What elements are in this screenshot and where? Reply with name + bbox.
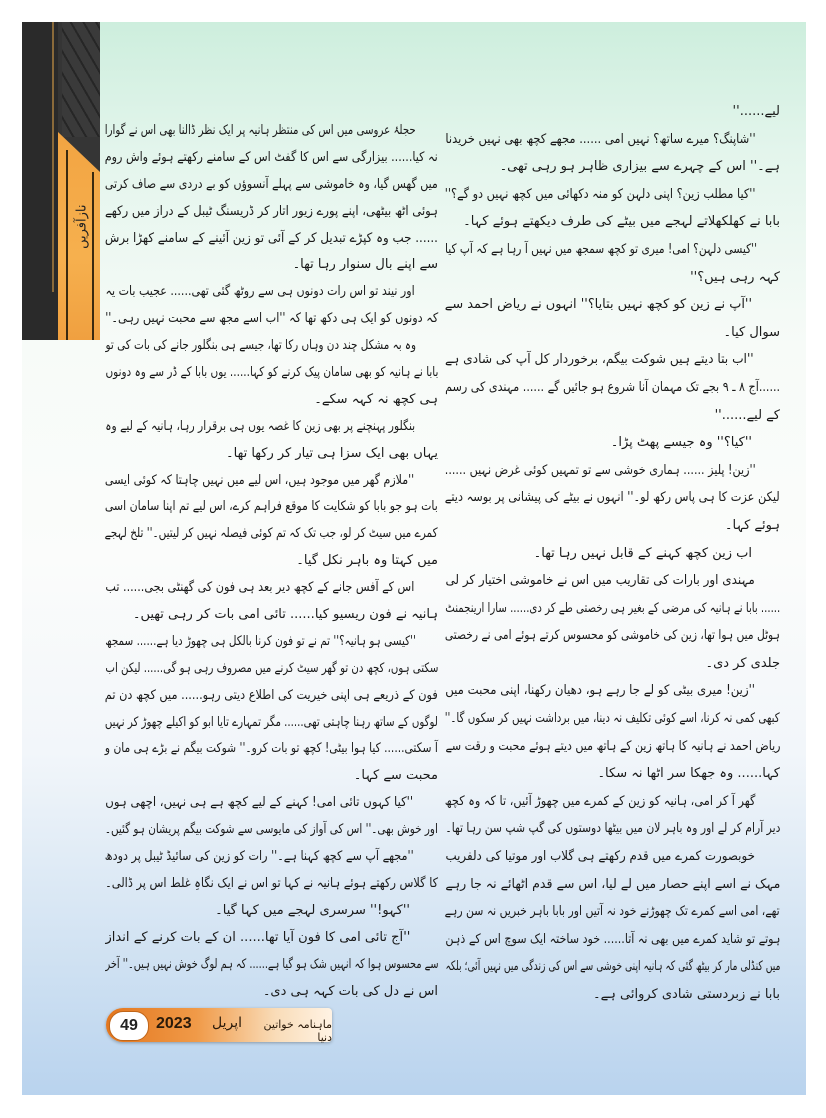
text-line (445, 374, 780, 402)
magazine-name: ماہنامہ خواتین دنیا (263, 1018, 332, 1044)
text-line-content: بابا نے کھلکھلاتے لہجے میں بیٹے کی طرف دیکھتے ہوئے کہا۔ (463, 214, 780, 230)
text-line (445, 540, 780, 568)
text-line-content: تھے، امی اسے کمرے تک چھوڑنے خود نہ آتیں اور بابا باہر خبریں نہ سن رہے (445, 904, 780, 920)
page-number: 49 (109, 1011, 149, 1041)
text-line-content: اور خوش بھی۔'' اس کی آواز کی مایوسی سے شوکت بیگم پریشان ہو گئیں۔ (105, 822, 438, 838)
text-line-content: بابا نے ہانیہ کو بھی سامان پیک کرنے کو کہا...... یوں بابا کے ڈر سے وہ دونوں (105, 365, 438, 381)
text-line (445, 843, 780, 871)
text-line (105, 952, 438, 979)
text-line-content: لوگوں کے ساتھ رہنا چاہتی تھی...... مگر تمہارے تایا ابو کو اکیلے چھوڑ کر نہیں (105, 714, 438, 730)
text-line-content: کے لیے......'' (714, 407, 780, 423)
text-line (105, 790, 438, 817)
text-line-content: سے اپنے بال سنوار رہا تھا۔ (292, 257, 438, 273)
text-line (105, 898, 438, 925)
text-line (445, 402, 780, 430)
text-line (105, 360, 438, 387)
text-line-content: کہہ رہی ہیں؟'' (690, 269, 780, 285)
text-line (445, 595, 780, 623)
text-line-content: ''زین! میری بیٹی کو لے جا رہے ہو، دھیان رکھنا، اپنی محبت میں (445, 683, 755, 699)
text-line (105, 979, 438, 1006)
text-line-content: ''شاپنگ؟ میرے ساتھ؟ نہیں امی ...... مجھے کچھ بھی نہیں خریدنا (445, 131, 756, 147)
text-line (105, 226, 438, 253)
text-column-left (105, 118, 438, 1005)
text-line (105, 817, 438, 844)
text-line-content: بابا نے زبردستی شادی کروائی ہے۔ (593, 987, 780, 1002)
text-line (445, 871, 780, 899)
text-line-content: مہندی اور بارات کی تقاریب میں اس نے خاموشی اختیار کر لی (445, 573, 755, 589)
text-line (105, 844, 438, 871)
text-line-content: دیر آرام کر لے اور وہ باہر لان میں بیٹھا دوستوں کی گپ شپ سن رہا تھا۔ (445, 821, 780, 837)
text-line (105, 279, 438, 306)
text-line-content: ''کیسی ہو ہانیہ؟'' تم نے تو فون کرنا بالکل ہی چھوڑ دیا ہے...... سمجھ (105, 633, 416, 649)
text-line-content: محبت سے کہا۔ (353, 768, 438, 784)
text-line-content: ''کیا؟'' وہ جیسے پھٹ پڑا۔ (610, 435, 752, 451)
text-line-content: سوال کیا۔ (723, 324, 780, 340)
text-line (445, 208, 780, 236)
text-line (105, 763, 438, 790)
text-line-content: مہک نے اسے اپنے حصار میں لے لیا، اس سے قدم اٹھائے نہ جا رہے (445, 876, 780, 892)
text-line-content: ''مجھے آپ سے کچھ کہنا ہے۔'' رات کو زین کی سائیڈ ٹیبل پر دودھ (105, 849, 414, 865)
text-line-content: کا گلاس رکھتے ہوئے ہانیہ نے کہا تو اس نے ایک نگاہِ غلط اس پر ڈالی۔ (105, 875, 438, 891)
text-line (445, 953, 780, 981)
text-line-content: ''کیا مطلب زین؟ اپنی دلہن کو منہ دکھائی میں کچھ نہیں دو گے؟'' (445, 186, 756, 202)
text-line-content: آ سکتی...... کیا ہوا بیٹی! کچھ تو بات کرو۔'' شوکت بیگم نے بڑے ہی مان و (105, 741, 438, 757)
text-line (105, 441, 438, 468)
text-line (105, 575, 438, 602)
text-line-content: لیکن عزت کا ہی پاس رکھ لو۔'' انہوں نے بیٹے کی پیشانی پر بوسہ دیتے (445, 490, 780, 506)
text-line-content: میں کنڈلی مار کر بیٹھ گئی کہ ہانیہ اپنی خوشی سے اس کی زندگی میں نہیں آئی؛ بلکہ (445, 959, 780, 975)
text-line-content: فون کے ذریعے ہی اپنی خیریت کی اطلاع دیتی رہو...... میں کچھ دن تم (105, 687, 438, 703)
text-line-content: ''ملازم گھر میں موجود ہیں، اس لیے میں نہیں چاہتا کہ کوئی ایسی (105, 472, 415, 488)
text-line (445, 512, 780, 540)
text-line (105, 306, 438, 333)
text-line-content: ''کیا کہوں تائی امی! کہنے کے لیے کچھ ہے ہی نہیں، اچھی ہوں (105, 795, 413, 811)
text-line-content: خوبصورت کمرے میں قدم رکھتے ہی گلاب اور موتیا کی دلفریب (445, 849, 755, 865)
text-line (105, 548, 438, 575)
text-line-content: سے محسوس ہوا کہ انہیں شک ہو گیا ہے...... کہ ہم لوگ خوش نہیں ہیں۔'' آخر (105, 956, 438, 972)
text-line (445, 981, 780, 1009)
text-line-content: حجلۂ عروسی میں اس کی منتظر ہانیہ پر ایک نظر ڈالنا بھی اس نے گوارا (105, 123, 416, 138)
text-line (445, 346, 780, 374)
text-line (105, 602, 438, 629)
text-line-content: ''کہو!'' سرسری لہجے میں کہا گیا۔ (215, 902, 410, 918)
text-line-content: ''آپ نے زین کو کچھ نہیں بتایا؟'' انہوں نے ریاض احمد سے (445, 297, 753, 313)
text-line (105, 521, 438, 548)
text-line-content: ہوٹل میں ہوا تھا، زین کی خاموشی کو محسوس کرتے ہوئے امی نے رخصتی (445, 628, 780, 644)
text-line (105, 656, 438, 683)
text-line (105, 172, 438, 199)
text-line-content: ......آج ۸ ـ ۹ بجے تک مہمان آنا شروع ہو جائیں گے ...... مہندی کی رسم (445, 379, 780, 395)
text-line-content: جلدی کر دی۔ (705, 655, 780, 671)
text-line (105, 145, 438, 172)
issue-month: اپریل (212, 1015, 243, 1031)
text-line (445, 181, 780, 209)
text-line-content: لیے......'' (732, 104, 780, 119)
text-line (105, 925, 438, 952)
text-line (105, 710, 438, 737)
text-line (445, 815, 780, 843)
text-line (445, 98, 780, 126)
text-line (105, 871, 438, 898)
text-line (445, 429, 780, 457)
text-line-content: ''کیسی دلہن؟ امی! میری تو کچھ سمجھ میں نہیں آ رہا ہے کہ آپ کیا (445, 241, 758, 257)
text-line (105, 468, 438, 495)
text-column-right (445, 98, 780, 1009)
text-line (445, 236, 780, 264)
text-line (105, 629, 438, 656)
text-line (445, 677, 780, 705)
page-footer (106, 1008, 332, 1042)
issue-year: 2023 (156, 1015, 192, 1032)
text-line (445, 898, 780, 926)
text-line (445, 319, 780, 347)
text-line-content: اور نیند تو اس رات دونوں ہی سے روٹھ گئی تھی...... عجیب بات یہ (105, 284, 415, 300)
text-line (445, 457, 780, 485)
text-line-content: اس نے دل کی بات کہہ ہی دی۔ (262, 983, 438, 999)
text-line (445, 567, 780, 595)
text-line (445, 264, 780, 292)
text-line-content: وہ بہ مشکل چند دن وہاں رکا تھا، جیسے ہی بنگلور جانے کی بات کی تو (105, 338, 416, 354)
text-line-content: ...... بابا نے ہانیہ کی مرضی کے بغیر ہی رخصتی طے کر دی...... سارا ارینجمنٹ (445, 600, 780, 616)
text-line-content: ''زین! پلیز ...... ہماری خوشی سے تو تمہیں کوئی غرض نہیں ...... (445, 462, 756, 478)
text-line-content: ...... جب وہ کپڑے تبدیل کر کے آئی تو زین آئینے کے سامنے کھڑا برش (105, 230, 438, 246)
text-line (445, 650, 780, 678)
text-line-content: ہے۔'' اس کے چہرے سے بیزاری ظاہر ہو رہی تھی۔ (499, 159, 780, 175)
text-line (105, 252, 438, 279)
text-line (105, 387, 438, 414)
text-line-content: اس کے آفس جانے کے کچھ دیر بعد ہی فون کی گھنٹی بجی...... تب (105, 580, 414, 596)
text-line (445, 153, 780, 181)
text-line (105, 414, 438, 441)
text-line-content: یہاں بھی ایک سزا ہی تیار کر رکھا تھا۔ (226, 445, 438, 461)
text-line-content: ہی کچھ نہ کہہ سکے۔ (314, 391, 438, 407)
text-line-content: بات ہو جو بابا کو شکایت کا موقع فراہم کرے، اس لیے تم اپنا سامان اسی (105, 499, 438, 515)
text-line-content: ریاض احمد نے ہانیہ کا ہاتھ زین کے ہاتھ میں دیتے ہوئے محبت و رقت سے (445, 738, 780, 754)
text-line-content: ''آج تائی امی کا فون آیا تھا...... ان کے بات کرنے کے انداز (104, 929, 410, 945)
text-line-content: ''اب بتا دیتے ہیں شوکت بیگم، برخوردار کل آپ کی شادی ہے (445, 352, 754, 368)
text-line (105, 118, 438, 145)
text-line (445, 926, 780, 954)
section-label: نازآفریں (74, 204, 90, 249)
text-line-content: کہ دونوں کو ایک ہی دکھ تھا کہ ''اب اسے مجھ سے محبت نہیں رہی۔'' (105, 311, 438, 327)
text-line-content: ہوتے تو شاید کمرے میں بھی نہ آتا...... خود ساختہ ایک سوچ اس کے ذہن (445, 931, 780, 947)
text-line-content: ہوئی اٹھ بیٹھی، اپنے پورے زیور اتار کر ڈریسنگ ٹیبل کے دراز میں رکھے (105, 203, 438, 219)
text-line-content: میں کہتا وہ باہر نکل گیا۔ (296, 553, 438, 569)
text-line (445, 126, 780, 154)
text-line-content: نہ کیا...... بیزارگی سے اس کا گفٹ اس کے سامنے رکھتے ہوئے واش روم (105, 149, 438, 165)
text-line (105, 736, 438, 763)
text-line-content: کمرے میں سیٹ کر لو، جب تک کہ تم کوئی فیصلہ نہیں کر لیتیں۔'' تلخ لہجے (105, 526, 438, 542)
text-line-content: گھر آ کر امی، ہانیہ کو زین کے کمرے میں چھوڑ آئیں، تا کہ وہ کچھ (445, 793, 756, 809)
text-line (445, 291, 780, 319)
text-line (105, 333, 438, 360)
text-line-content: میں گھس گیا، وہ خاموشی سے پہلے آنسوؤں کو بے دردی سے صاف کرتی (105, 176, 438, 192)
text-line-content: ہانیہ نے فون ریسیو کیا...... تائی امی بات کر رہی تھیں۔ (132, 607, 438, 623)
text-line-content: کبھی کمی نہ کرنا، اسے کوئی تکلیف نہ دینا، میں برداشت نہیں کر سکوں گا۔'' (445, 711, 780, 727)
text-line-content: بنگلور پہنچنے پر بھی زین کا غصہ یوں ہی برقرار رہا، ہانیہ کے لیے وہ (105, 418, 415, 434)
text-line (105, 494, 438, 521)
text-line (445, 622, 780, 650)
text-line (445, 484, 780, 512)
text-line-content: اب زین کچھ کہنے کے قابل نہیں رہا تھا۔ (533, 545, 752, 561)
text-line (105, 683, 438, 710)
text-line (445, 705, 780, 733)
text-line-content: کہا...... وہ جھکا سر اٹھا نہ سکا۔ (597, 766, 780, 782)
text-line (105, 199, 438, 226)
text-line-content: ہوئے کہا۔ (724, 517, 780, 533)
text-line (445, 788, 780, 816)
text-line-content: سکتی ہوں، کچھ دن تو گھر سیٹ کرنے میں مصروف رہی ہو گی...... لیکن اب (105, 660, 438, 676)
text-line (445, 733, 780, 761)
text-line (445, 760, 780, 788)
